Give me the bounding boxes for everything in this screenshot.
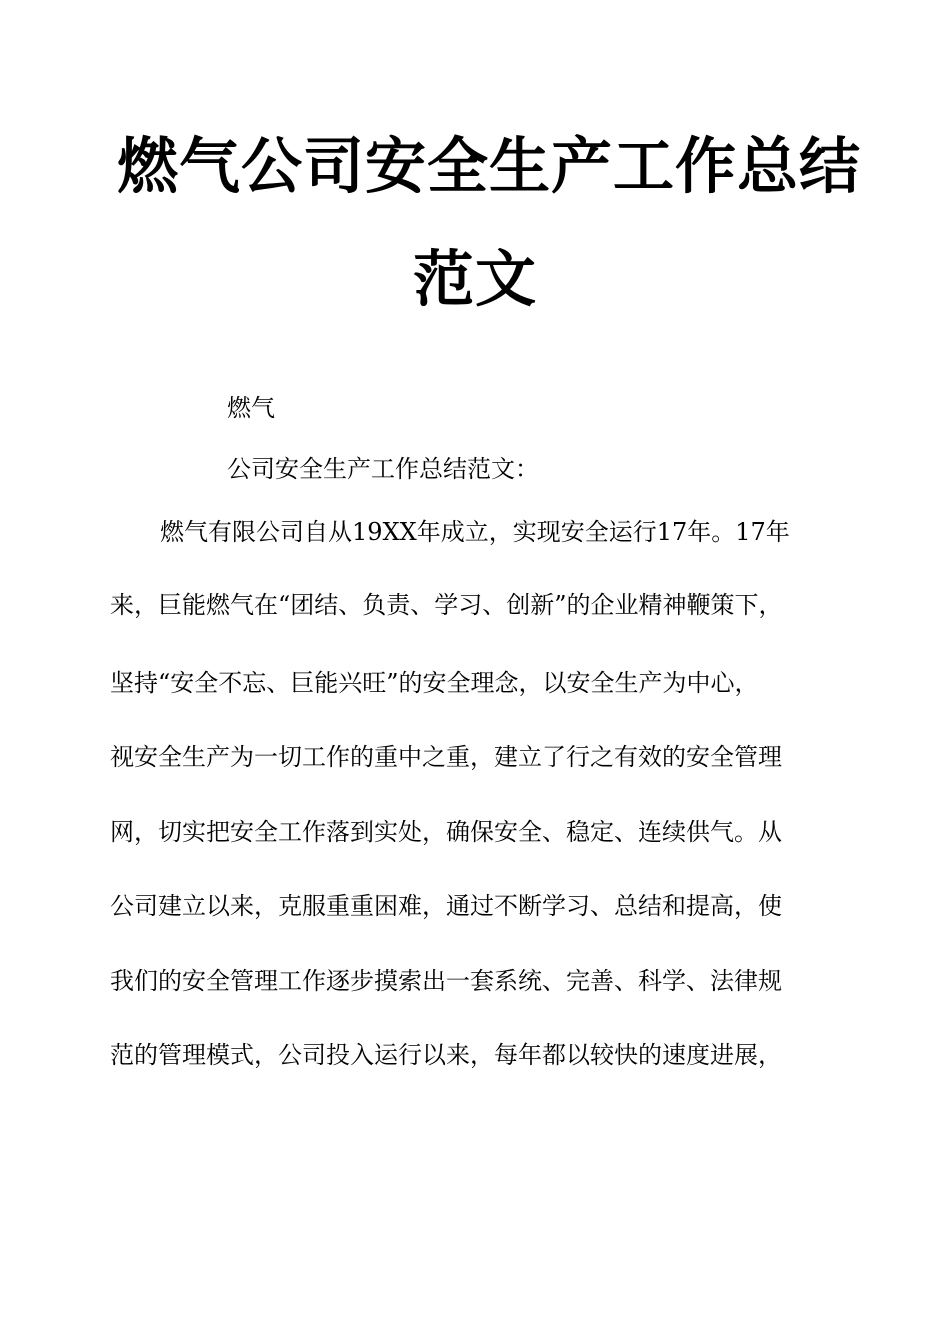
heading-line: 公司安全生产工作总结范文： — [227, 455, 539, 483]
paragraph-line: 坚持“安全不忘、巨能兴旺”的安全理念，以安全生产为中心， — [110, 669, 759, 697]
paragraph-line: 网，切实把安全工作落到实处，确保安全、稳定、连续供气。从 — [110, 818, 782, 846]
paragraph-line: 来，巨能燃气在“团结、负责、学习、创新”的企业精神鞭策下， — [110, 591, 783, 619]
document-title-line-2: 范文 — [412, 244, 537, 315]
paragraph-line: 视安全生产为一切工作的重中之重，建立了行之有效的安全管理 — [110, 743, 782, 771]
document-title-line-1: 燃气公司安全生产工作总结 — [116, 131, 861, 202]
heading-line: 燃气 — [227, 394, 275, 422]
paragraph-line: 燃气有限公司自从19XX年成立，实现安全运行17年。17年 — [160, 518, 790, 546]
paragraph-line: 公司建立以来，克服重重困难，通过不断学习、总结和提高，使 — [110, 892, 782, 920]
paragraph-line: 范的管理模式，公司投入运行以来，每年都以较快的速度进展， — [110, 1041, 782, 1069]
paragraph-line: 我们的安全管理工作逐步摸索出一套系统、完善、科学、法律规 — [110, 967, 782, 995]
